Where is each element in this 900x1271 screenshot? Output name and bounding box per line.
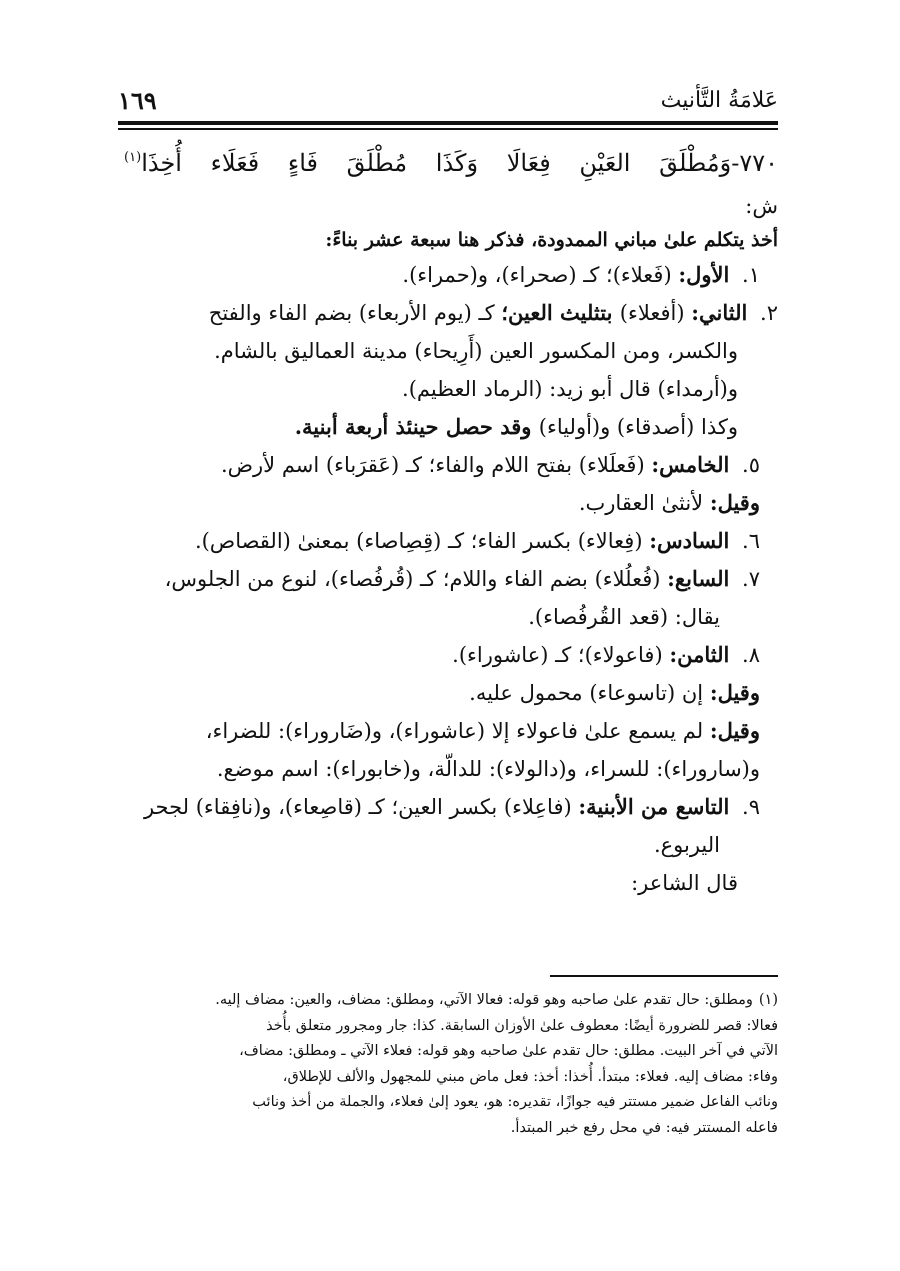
list-item [118, 446, 778, 484]
item-bold-text: بتثليث العين؛ [501, 300, 620, 325]
header-rule-thick [118, 121, 778, 125]
list-item [118, 712, 778, 788]
verse-word: مُطْلَقَ [346, 149, 408, 177]
item-number: ٥. [742, 453, 760, 477]
item-text: (فُعلُلاء) بضم الفاء واللام؛ كـ (قُرفُصاء)، لنوع من الجلوس، [164, 567, 668, 591]
list-item [118, 864, 778, 902]
footnote-number: (١) [758, 992, 778, 1008]
list-item [118, 560, 778, 636]
page [118, 0, 778, 1271]
item-heading: الثامن: [669, 642, 730, 667]
item-number: ٩. [742, 795, 760, 819]
page-header [118, 86, 778, 118]
footnote-line: الآتي في آخر البيت. مطلق: حال تقدم علىٰ صاحبه وهو قوله: فعلاء الآتي ـ ومطلق: مضاف، [239, 1043, 778, 1059]
verse-words [141, 138, 731, 188]
item-bold-text: وقد حصل حينئذ أربعة أبنية. [294, 414, 539, 439]
item-text: و(أرمداء) قال أبو زيد: (الرماد العظيم). [402, 377, 738, 401]
sharh-label: ش: [745, 194, 778, 218]
list-item [118, 522, 778, 560]
item-number: ٦. [742, 529, 760, 553]
item-continuation: و(ساروراء): للسراء، و(دالولاء): للدالّة، و(خابوراء): اسم موضع. [216, 757, 760, 781]
main-text [118, 138, 778, 902]
footnote-line: فاعله المستتر فيه: في محل رفع خبر المبتدأ. [510, 1119, 778, 1136]
item-text: (فاعولاء)؛ كـ (عاشوراء). [452, 643, 670, 667]
list-item [118, 408, 778, 446]
verse-line [118, 138, 778, 188]
item-number: ٢. [760, 301, 778, 325]
item-heading: الثاني: [691, 300, 748, 325]
list-item [118, 256, 778, 294]
footnote-line [118, 988, 778, 1014]
verse-word: فِعَالَا [506, 149, 551, 177]
item-number: ٧. [742, 567, 760, 591]
item-continuation: يقال: (قعد القُرفُصاء). [528, 605, 720, 629]
item-number: ١. [742, 263, 760, 287]
item-text: لأنثىٰ العقارب. [578, 491, 710, 515]
item-text: وكذا (أصدقاء) و(أولياء) [538, 415, 738, 439]
intro-line: أخذ يتكلم علىٰ مباني الممدودة، فذكر هنا سبعة عشر بناءً: [325, 229, 778, 251]
list-item [118, 294, 778, 370]
item-text: (فَعلاء)؛ كـ (صحراء)، و(حمراء). [402, 263, 679, 287]
item-heading: السادس: [649, 528, 730, 553]
footnote-line: فعالا: قصر للضرورة أيضًا: معطوف علىٰ الأوزان السابقة. كذا: جار ومجرور متعلق بأُخذ [266, 1017, 778, 1034]
item-text: إن (تاسوعاء) محمول عليه. [469, 681, 710, 705]
item-heading: السابع: [667, 566, 730, 591]
verse-word: أُخِذَا [141, 149, 182, 177]
list-item [118, 636, 778, 674]
verse-word: وَمُطْلَقَ [659, 149, 732, 177]
verse-word: فَعَلَاء [210, 149, 260, 177]
item-heading: وقيل: [709, 680, 760, 705]
item-continuation: والكسر، ومن المكسور العين (أَرِيحاء) مدينة العماليق بالشام. [214, 339, 738, 363]
footnote-line: ونائب الفاعل ضمير مستتر فيه جوازًا، تقديره: هو، يعود إلىٰ فعلاء، والجملة من أخذ ونائب [252, 1094, 778, 1110]
item-text: لم يسمع علىٰ فاعولاء إلا (عاشوراء)، و(ضَاروراء): للضراء، [205, 719, 710, 743]
footnote-line: وفاء: مضاف إليه. فعلاء: مبتدأ. أُخذا: أخذ: فعل ماض مبني للمجهول والألف للإطلاق، [282, 1068, 778, 1085]
running-head: عَلامَةُ التَّأنيث [660, 88, 778, 113]
item-continuation: اليربوع. [653, 833, 720, 857]
footnote [118, 988, 778, 1141]
list-item [118, 788, 778, 864]
verse-word: العَيْنِ [579, 149, 631, 177]
list-item [118, 484, 778, 522]
footnote-text: ومطلق: حال تقدم علىٰ صاحبه وهو قوله: فعالا الآتي، ومطلق: مضاف، والعين: مضاف إليه. [215, 992, 753, 1008]
verse-word: فَاءٍ [287, 149, 318, 177]
item-text: (فِعالاء) بكسر الفاء؛ كـ (قِصِاصاء) بمعنىٰ (القصاص). [194, 529, 650, 553]
item-heading: الخامس: [651, 452, 730, 477]
item-heading: الأول: [678, 262, 730, 287]
item-heading: وقيل: [709, 490, 760, 515]
item-heading: وقيل: [709, 718, 760, 743]
item-text: (فَعلَلاء) بفتح اللام والفاء؛ كـ (عَقرَباء) اسم لأرض. [220, 453, 652, 477]
footnote-reference: (١) [124, 150, 142, 165]
item-number: ٨. [742, 643, 760, 667]
verse-number: ٧٧٠- [731, 149, 778, 177]
list-item [118, 674, 778, 712]
list-item [118, 370, 778, 408]
item-text: كـ (يوم الأربعاء) بضم الفاء والفتح [208, 301, 502, 325]
item-text: (فاعِلاء) بكسر العين؛ كـ (قاصِعاء)، و(نافِقاء) لجحر [143, 795, 579, 819]
verse-word: وَكَذَا [435, 149, 479, 177]
footnote-separator [550, 975, 778, 977]
page-number: ١٦٩ [118, 86, 157, 115]
header-rule-thin [118, 128, 778, 130]
item-heading: التاسع من الأبنية: [578, 794, 730, 819]
item-text: قال الشاعر: [631, 871, 738, 895]
item-text: (أفعلاء) [619, 301, 692, 325]
